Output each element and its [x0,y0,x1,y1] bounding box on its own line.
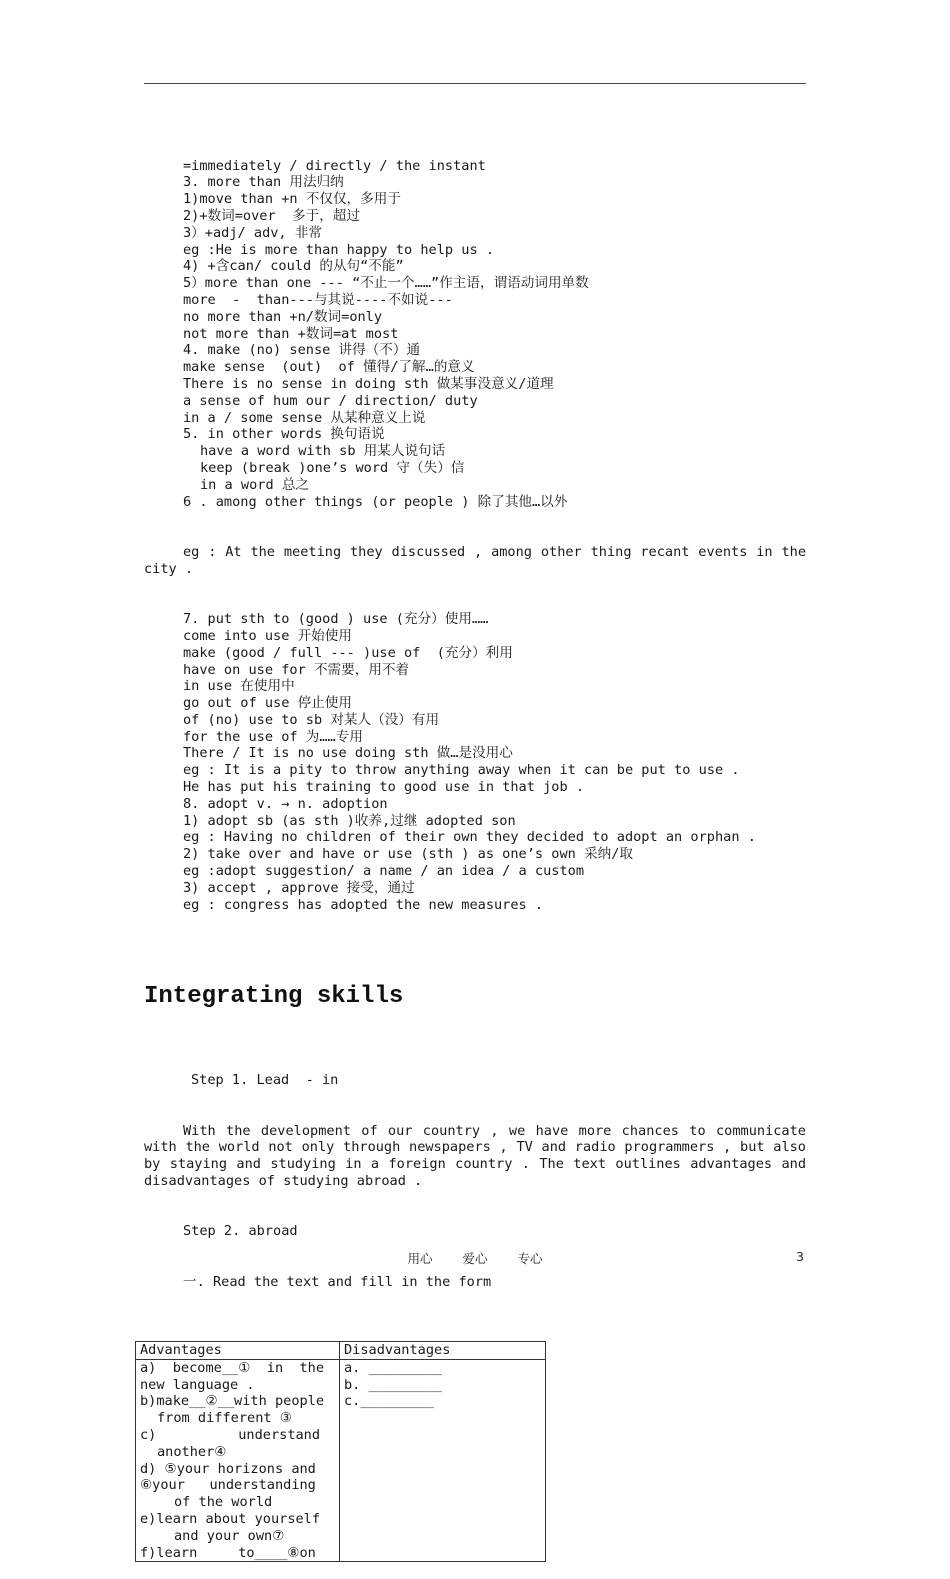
advantage-item: another④ [157,1443,227,1460]
notes-line: go out of use 停止使用 [183,695,352,712]
notes-line: 7. put sth to (good ) use (充分）使用…… [183,611,489,628]
notes-line: 5. in other words 换句语说 [183,426,385,443]
notes-line: in use 在使用中 [183,678,295,695]
notes-line: keep (break )one’s word 守（失）信 [200,459,465,476]
advantage-item: d) ⑤your horizons and [140,1460,316,1477]
notes-line: 4. make (no) sense 讲得（不）通 [183,342,421,359]
notes-line: of (no) use to sb 对某人（没）有用 [183,711,440,728]
notes-line: 5）more than one --- “不止一个……”作主语，谓语动词用单数 [183,275,589,292]
section-heading: Integrating skills [144,982,404,1010]
notes-line: eg : It is a pity to throw anything away when it can be put to use . [183,762,740,779]
notes-line: 3）+adj/ adv, 非常 [183,224,322,241]
advantage-item: a) become__① in the [140,1359,325,1376]
page-body [140,124,806,1579]
notes-line: in a / some sense 从某种意义上说 [183,409,426,426]
step-1-paragraph: With the development of our country , we have more chances to communicate with the world not only through newspapers , TV and radio programmers , but also by staying and studying in a foreign country . The text outlines advantages and disadvantages of studying abroad . [144,1122,806,1190]
disadvantage-item: b. _________ [344,1376,443,1393]
advantages-table [135,1341,546,1562]
disadvantages-cell [340,1359,546,1562]
step-2-label: Step 2. abroad [183,1223,298,1240]
notes-line: eg :adopt suggestion/ a name / an idea / a custom [183,863,585,880]
notes-block-a [144,158,806,511]
notes-line: =immediately / directly / the instant [183,157,486,174]
notes-line: eg :He is more than happy to help us . [183,241,494,258]
notes-block-b [144,611,806,913]
notes-line: eg : Having no children of their own they decided to adopt an orphan . [183,829,756,846]
advantage-item: c) understand [140,1426,321,1443]
disadvantage-item: c._________ [344,1393,435,1410]
header-disadvantages: Disadvantages [340,1341,546,1359]
notes-line: 2)+数词=over 多于，超过 [183,207,360,224]
notes-line: more - than---与其说----不如说--- [183,291,453,308]
notes-line: make (good / full --- )use of (充分）利用 [183,644,513,661]
disadvantage-item: a. _________ [344,1359,443,1376]
advantages-cell [136,1359,340,1562]
header-advantages: Advantages [136,1341,340,1359]
notes-line: have a word with sb 用某人说句话 [200,443,446,460]
advantage-item: ⑥your understanding [140,1477,316,1494]
notes-line: eg : congress has adopted the new measures . [183,896,544,913]
step-1-label: Step 1. Lead - in [191,1072,339,1089]
notes-line: a sense of hum our / direction/ duty [183,392,478,409]
notes-line: for the use of 为……专用 [183,728,363,745]
advantage-item: b)make__②__with people [140,1393,325,1410]
notes-line: He has put his training to good use in that job . [183,779,585,796]
advantage-item: e)learn about yourself [140,1510,321,1527]
notes-line: in a word 总之 [200,476,310,493]
notes-line: come into use 开始使用 [183,627,352,644]
notes-line: 2) take over and have or use (sth ) as one’s own 采纳/取 [183,846,633,863]
example-paragraph: eg : At the meeting they discussed , among other thing recant events in the city . [144,543,806,577]
notes-line: There is no sense in doing sth 做某事没意义/道理 [183,375,554,392]
notes-line: 8. adopt v. → n. adoption [183,795,388,812]
advantage-item: f)learn to____⑧on [140,1544,316,1561]
notes-line: have on use for 不需要，用不着 [183,661,410,678]
notes-line: There / It is no use doing sth 做…是没用心 [183,745,513,762]
notes-line: 1)move than +n 不仅仅，多用于 [183,191,401,208]
notes-line: make sense (out) of 懂得/了解…的意义 [183,359,475,376]
notes-line: 1) adopt sb (as sth )收养,过继 adopted son [183,812,516,829]
header-rule [144,83,806,84]
notes-line: 6 . among other things (or people ) 除了其他…以外 [183,493,568,510]
advantage-item: new language . [140,1376,255,1393]
footer-motto: 用心 爱心 专心 [407,1251,543,1266]
notes-line: no more than +n/数词=only [183,308,383,325]
page-number: 3 [796,1249,804,1264]
notes-line: not more than +数词=at most [183,325,399,342]
notes-line: 3) accept , approve 接受，通过 [183,879,415,896]
task-instruction: 一. Read the text and fill in the form [183,1273,492,1290]
notes-line: 4) +含can/ could 的从句“不能” [183,258,404,275]
advantage-item: of the world [174,1494,273,1511]
notes-line: 3. more than 用法归纳 [183,174,344,191]
advantage-item: from different ③ [157,1410,292,1427]
advantage-item: and your own⑦ [174,1527,285,1544]
